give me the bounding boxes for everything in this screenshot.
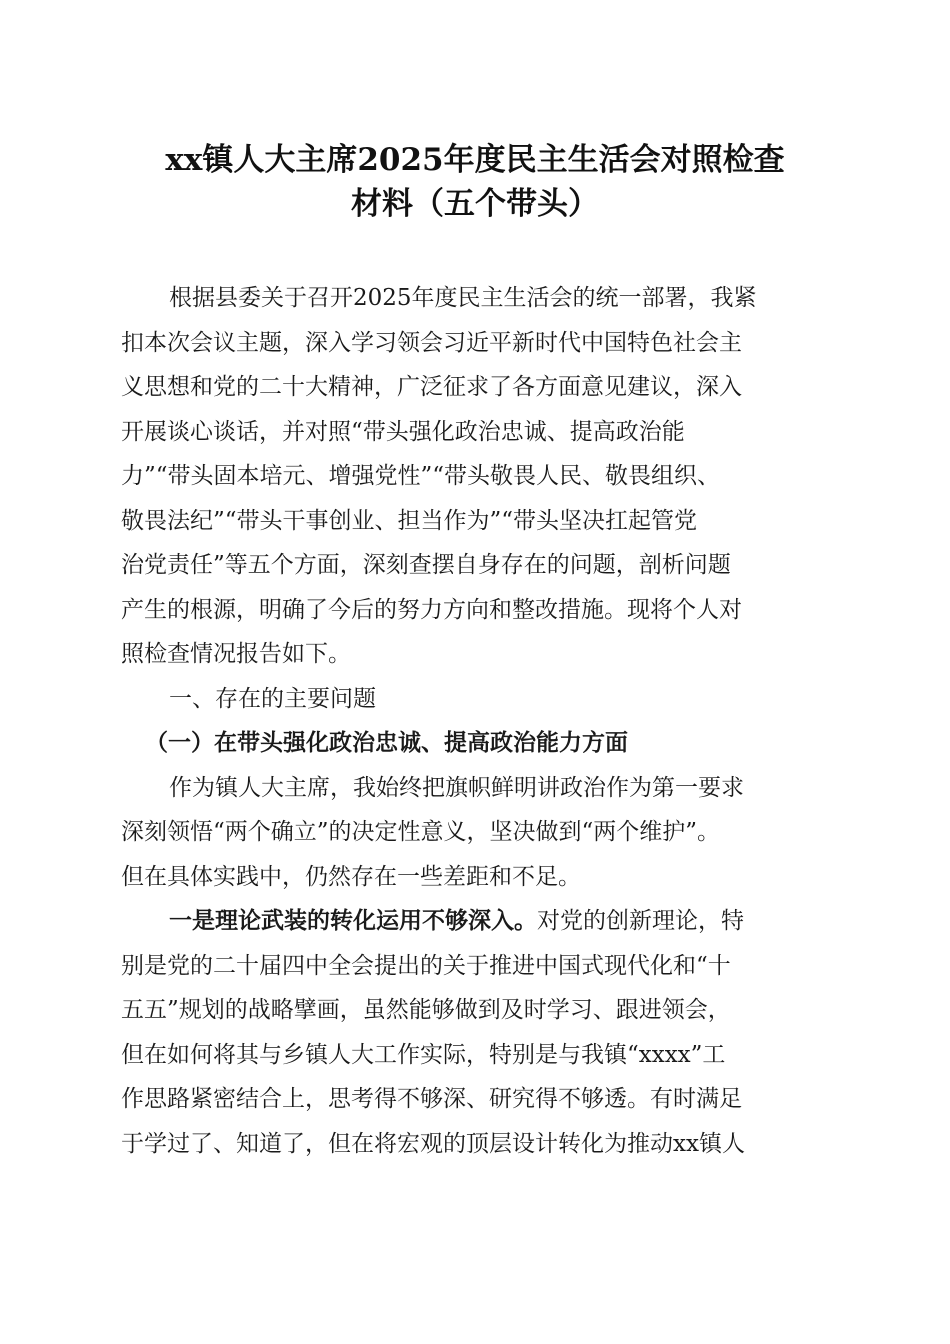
intro-line: 扣本次会议主题，深入学习领会习近平新时代中国特色社会主	[121, 329, 742, 356]
intro-line: 照检查情况报告如下。	[121, 641, 351, 667]
intro-line: 敬畏法纪”“带头干事创业、担当作为”“带头坚决扛起管党	[121, 507, 698, 534]
document-body	[121, 276, 835, 1166]
intro-line: 义思想和党的二十大精神，广泛征求了各方面意见建议，深入	[121, 374, 742, 400]
para1-line: 作为镇人大主席，我始终把旗帜鲜明讲政治作为第一要求	[169, 774, 744, 801]
title-line-2: 材料（五个带头）	[351, 186, 599, 222]
para2-first-rest: 对党的创新理论，特	[537, 908, 744, 934]
intro-line: 开展谈心谈话，并对照“带头强化政治忠诚、提高政治能	[121, 418, 685, 445]
para1-line: 深刻领悟“两个确立”的决定性意义，坚决做到“两个维护”。	[121, 819, 721, 845]
intro-line: 产生的根源，明确了今后的努力方向和整改措施。现将个人对	[121, 596, 742, 623]
title-line-1: xx镇人大主席2025年度民主生活会对照检查	[165, 142, 785, 178]
para2-lead: 一是理论武装的转化运用不够深入。	[169, 907, 537, 934]
section-heading-2: （一）在带头强化政治忠诚、提高政治能力方面	[145, 729, 628, 756]
para2-first-line	[121, 899, 835, 944]
para1-line: 但在具体实践中，仍然存在一些差距和不足。	[121, 863, 581, 890]
para2-line: 但在如何将其与乡镇人大工作实际，特别是与我镇“xxxx”工	[121, 1041, 726, 1068]
intro-line: 力”“带头固本培元、增强党性”“带头敬畏人民、敬畏组织、	[121, 463, 721, 489]
para2-line: 于学过了、知道了，但在将宏观的顶层设计转化为推动xx镇人	[121, 1130, 745, 1157]
document-title	[110, 138, 840, 226]
para2-line: 别是党的二十届四中全会提出的关于推进中国式现代化和“十	[121, 952, 731, 979]
intro-line: 治党责任”等五个方面，深刻查摆自身存在的问题，剖析问题	[121, 552, 731, 578]
para2-line: 五五”规划的战略擘画，虽然能够做到及时学习、跟进领会，	[121, 997, 731, 1023]
para2-line: 作思路紧密结合上，思考得不够深、研究得不够透。有时满足	[121, 1086, 742, 1112]
section-heading-1: 一、存在的主要问题	[169, 685, 376, 712]
intro-line: 根据县委关于召开2025年度民主生活会的统一部署，我紧	[169, 285, 757, 311]
